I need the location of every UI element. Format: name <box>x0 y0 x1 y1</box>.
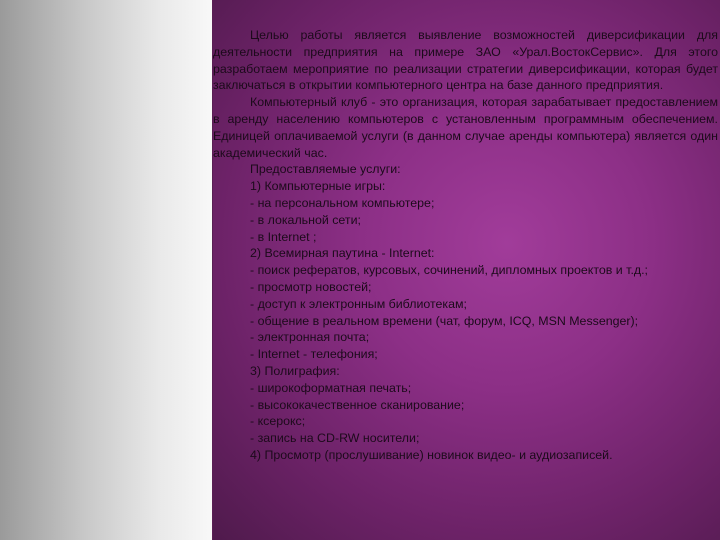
list-item: - в Internet ; <box>250 229 317 244</box>
list-item: - в локальной сети; <box>250 212 361 227</box>
list-item: - поиск рефератов, курсовых, сочинений, дипломных проектов и т.д.; <box>250 263 648 278</box>
list-item: - электронная почта; <box>250 330 370 345</box>
list-item: - ксерокс; <box>250 414 306 429</box>
services-list <box>213 161 718 463</box>
list-item: - высококачественное сканирование; <box>250 397 465 412</box>
list-item: 1) Компьютерные игры: <box>250 179 386 194</box>
list-item: Предоставляемые услуги: <box>250 162 401 177</box>
paragraph-goal: Целью работы является выявление возможностей диверсификации для деятельности предприятия на примере ЗАО «Урал.ВостокСервис». Для этого разработаем мероприятие по реализации стратегии диверсификации, которая будет заключаться в открытии компьютерного центра на базе данного предприятия. <box>213 28 718 93</box>
paragraph-club-definition: Компьютерный клуб - это организация, которая зарабатывает предоставлением в аренду населению компьютеров с установленным программным обеспечением. Единицей оплачиваемой услуги (в данном случае аренды компьютера) является один академический час. <box>213 95 718 160</box>
slide-text-block <box>213 27 718 464</box>
list-item: - доступ к электронным библиотекам; <box>250 296 467 311</box>
list-item: - широкоформатная печать; <box>250 380 412 395</box>
list-item: 2) Всемирная паутина - Internet: <box>250 246 435 261</box>
slide-content-area <box>213 0 720 540</box>
list-item: - общение в реальном времени (чат, форум, ICQ, MSN Messenger); <box>250 313 639 328</box>
list-item: 4) Просмотр (прослушивание) новинок видео- и аудиозаписей. <box>250 447 613 462</box>
list-item: - запись на CD-RW носители; <box>250 431 420 446</box>
list-item: 3) Полиграфия: <box>250 363 340 378</box>
list-item: - Internet - телефония; <box>250 347 378 362</box>
list-item: - просмотр новостей; <box>250 279 372 294</box>
list-item: - на персональном компьютере; <box>250 195 435 210</box>
left-decorative-panel <box>0 0 213 540</box>
